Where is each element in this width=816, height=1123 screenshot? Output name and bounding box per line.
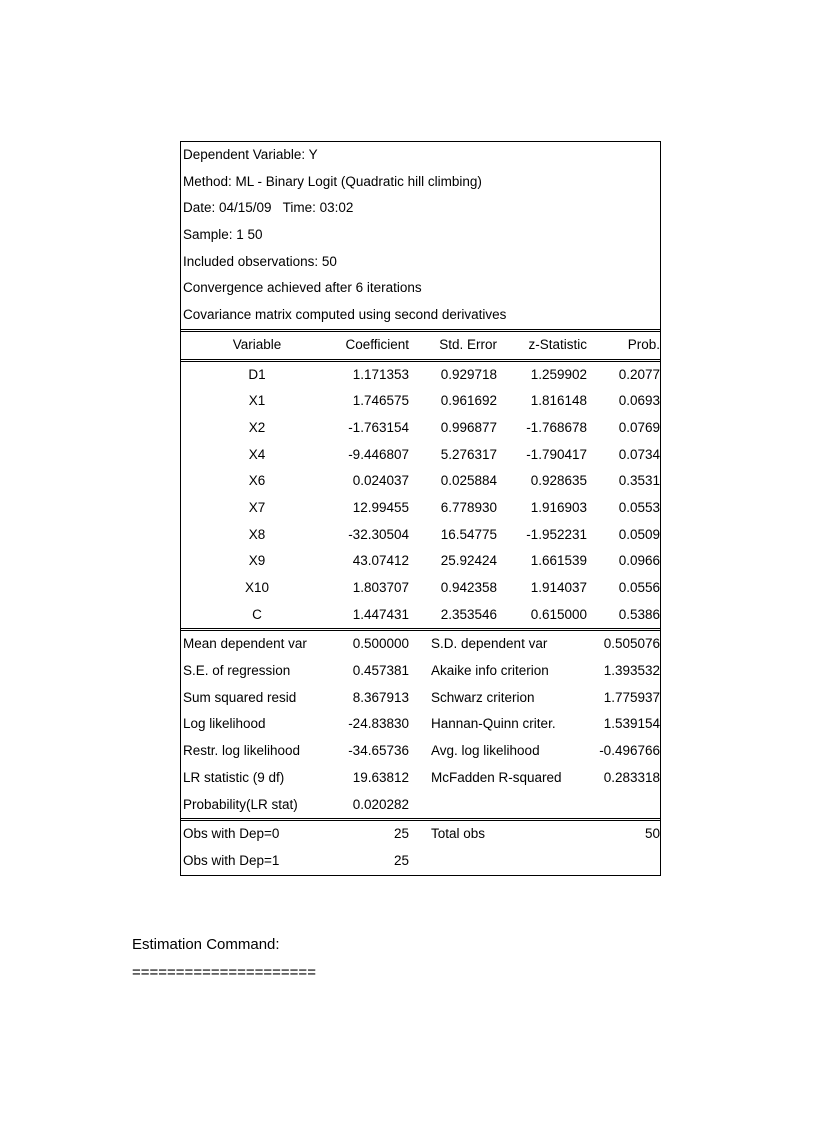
stat-label: McFadden R-squared bbox=[431, 769, 562, 785]
coefficient-value: 12.99455 bbox=[352, 499, 409, 515]
obs-label: Total obs bbox=[431, 826, 486, 842]
col-header-z-statistic: z-Statistic bbox=[528, 336, 587, 352]
stat-value: 1.539154 bbox=[603, 716, 660, 732]
prob-value: 0.5386 bbox=[618, 606, 660, 622]
dependent-variable-line: Dependent Variable: Y bbox=[183, 147, 318, 162]
date-time-line: Date: 04/15/09 Time: 03:02 bbox=[183, 200, 354, 216]
std-error-value: 2.353546 bbox=[440, 606, 497, 622]
prob-value: 0.0553 bbox=[618, 499, 660, 515]
stat-label: Schwarz criterion bbox=[431, 689, 535, 705]
stat-value: 8.367913 bbox=[352, 689, 409, 705]
table-row bbox=[181, 548, 660, 575]
table-row bbox=[181, 522, 660, 549]
variable-name: D1 bbox=[248, 366, 266, 382]
stat-label: Sum squared resid bbox=[183, 689, 297, 705]
coefficient-value: -1.763154 bbox=[348, 419, 409, 435]
stat-label: Probability(LR stat) bbox=[183, 796, 298, 812]
stats-row bbox=[181, 658, 660, 685]
prob-value: 0.2077 bbox=[618, 366, 660, 382]
stat-value: -0.496766 bbox=[599, 743, 660, 759]
stat-label: S.E. of regression bbox=[183, 663, 291, 679]
col-header-variable: Variable bbox=[232, 336, 282, 352]
z-statistic-value: 1.916903 bbox=[530, 499, 587, 515]
obs-value: 50 bbox=[644, 826, 660, 842]
coefficient-value: 0.024037 bbox=[352, 473, 409, 489]
coef-rows bbox=[181, 359, 660, 629]
table-row bbox=[181, 415, 660, 442]
stats-row bbox=[181, 711, 660, 738]
z-statistic-value: -1.952231 bbox=[526, 526, 587, 542]
prob-value: 0.0769 bbox=[618, 419, 660, 435]
stat-label: LR statistic (9 df) bbox=[183, 769, 285, 785]
stats-row bbox=[181, 738, 660, 765]
std-error-value: 16.54775 bbox=[440, 526, 497, 542]
obs-row bbox=[181, 821, 660, 848]
obs-label: Obs with Dep=1 bbox=[183, 852, 280, 868]
stat-value: -34.65736 bbox=[348, 743, 409, 759]
stat-value: 1.775937 bbox=[603, 689, 660, 705]
z-statistic-value: 1.259902 bbox=[530, 366, 587, 382]
coefficient-value: 43.07412 bbox=[352, 553, 409, 569]
stat-value: 19.63812 bbox=[352, 769, 409, 785]
stat-value: -24.83830 bbox=[348, 716, 409, 732]
std-error-value: 0.961692 bbox=[440, 393, 497, 409]
z-statistic-value: 1.661539 bbox=[530, 553, 587, 569]
prob-value: 0.0734 bbox=[618, 446, 660, 462]
obs-value: 25 bbox=[393, 852, 409, 868]
variable-name: X1 bbox=[248, 393, 266, 409]
coefficient-value: -9.446807 bbox=[348, 446, 409, 462]
obs-row bbox=[181, 848, 660, 875]
std-error-value: 0.025884 bbox=[440, 473, 497, 489]
stat-value: 0.505076 bbox=[603, 636, 660, 652]
prob-value: 0.0556 bbox=[618, 580, 660, 595]
variable-name: C bbox=[252, 606, 262, 622]
stats-block bbox=[181, 628, 660, 818]
convergence-line: Convergence achieved after 6 iterations bbox=[183, 280, 422, 296]
table-row bbox=[181, 575, 660, 602]
stat-label: Avg. log likelihood bbox=[431, 743, 540, 759]
table-row bbox=[181, 388, 660, 415]
coef-header-row bbox=[181, 329, 660, 359]
logit-output-table bbox=[180, 141, 661, 876]
stat-label: S.D. dependent var bbox=[431, 636, 548, 652]
stat-value: 0.500000 bbox=[352, 636, 409, 652]
coefficient-value: 1.171353 bbox=[352, 366, 409, 382]
stat-value: 0.283318 bbox=[603, 769, 660, 785]
coefficient-value: 1.447431 bbox=[352, 606, 409, 622]
stat-label: Hannan-Quinn criter. bbox=[431, 716, 556, 732]
stat-value: 1.393532 bbox=[603, 663, 660, 679]
prob-value: 0.0693 bbox=[618, 393, 660, 409]
table-row bbox=[181, 602, 660, 629]
col-header-std-error: Std. Error bbox=[439, 336, 497, 352]
z-statistic-value: -1.768678 bbox=[526, 419, 587, 435]
std-error-value: 0.929718 bbox=[440, 366, 497, 382]
stat-label: Log likelihood bbox=[183, 716, 266, 732]
method-line: Method: ML - Binary Logit (Quadratic hill climbing) bbox=[183, 173, 482, 189]
covariance-line: Covariance matrix computed using second derivatives bbox=[183, 307, 507, 323]
z-statistic-value: -1.790417 bbox=[526, 446, 587, 462]
stats-row bbox=[181, 685, 660, 712]
std-error-value: 6.778930 bbox=[440, 499, 497, 515]
variable-name: X4 bbox=[248, 446, 266, 462]
variable-name: X9 bbox=[248, 553, 266, 569]
obs-label: Obs with Dep=0 bbox=[183, 826, 280, 842]
estimation-command-heading: Estimation Command: bbox=[132, 936, 280, 953]
stat-label: Restr. log likelihood bbox=[183, 743, 301, 759]
stats-row bbox=[181, 765, 660, 792]
z-statistic-value: 1.816148 bbox=[530, 393, 587, 409]
sample-line: Sample: 1 50 bbox=[183, 227, 263, 243]
z-statistic-value: 0.615000 bbox=[530, 606, 587, 622]
variable-name: X10 bbox=[244, 580, 270, 595]
table-row bbox=[181, 362, 660, 389]
std-error-value: 0.942358 bbox=[440, 580, 497, 595]
std-error-value: 25.92424 bbox=[440, 553, 497, 569]
stats-row bbox=[181, 631, 660, 658]
prob-value: 0.0966 bbox=[618, 553, 660, 569]
std-error-value: 5.276317 bbox=[440, 446, 497, 462]
included-obs-line: Included observations: 50 bbox=[183, 253, 337, 269]
prob-value: 0.0509 bbox=[618, 526, 660, 542]
col-header-coefficient: Coefficient bbox=[345, 336, 409, 352]
variable-name: X2 bbox=[248, 419, 266, 435]
obs-block bbox=[181, 818, 660, 874]
col-header-prob: Prob. bbox=[627, 336, 660, 352]
coefficient-value: 1.746575 bbox=[352, 393, 409, 409]
header-block bbox=[181, 142, 660, 329]
obs-value: 25 bbox=[393, 826, 409, 842]
table-row bbox=[181, 495, 660, 522]
coefficient-value: 1.803707 bbox=[352, 580, 409, 595]
table-row bbox=[181, 468, 660, 495]
stat-value: 0.020282 bbox=[352, 796, 409, 812]
table-row bbox=[181, 442, 660, 469]
stat-label: Mean dependent var bbox=[183, 636, 307, 652]
variable-name: X6 bbox=[248, 473, 266, 489]
variable-name: X7 bbox=[248, 499, 266, 515]
std-error-value: 0.996877 bbox=[440, 419, 497, 435]
stats-row bbox=[181, 792, 660, 819]
separator-rule: ===================== bbox=[132, 964, 316, 981]
stat-label: Akaike info criterion bbox=[431, 663, 549, 679]
prob-value: 0.3531 bbox=[618, 473, 660, 489]
z-statistic-value: 0.928635 bbox=[530, 473, 587, 489]
coefficient-value: -32.30504 bbox=[348, 526, 409, 542]
stat-value: 0.457381 bbox=[352, 663, 409, 679]
variable-name: X8 bbox=[248, 526, 266, 542]
z-statistic-value: 1.914037 bbox=[530, 580, 587, 595]
